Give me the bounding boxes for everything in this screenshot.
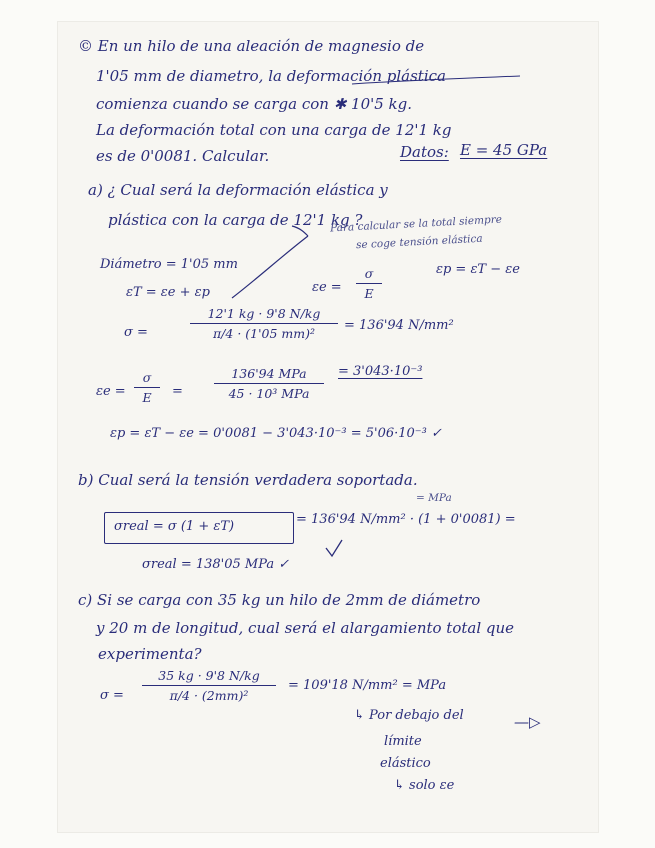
- c-sigma-fraction: [142, 668, 276, 703]
- problem-line-5: es de 0'0081. Calcular.: [96, 147, 270, 165]
- note-below-4: ↳ solo ɛe: [394, 778, 455, 793]
- note-total-1: Para calcular se la total siempre: [329, 213, 503, 235]
- note-below-1: ↳ Por debajo del: [354, 708, 464, 723]
- ep-line: ɛp = ɛT − ɛe = 0'0081 − 3'043·10⁻³ = 5'06·10⁻³ ✓: [110, 426, 442, 441]
- problem-line-2: 1'05 mm de diametro, la deformación plástica: [96, 67, 446, 85]
- part-b-question: b) Cual será la tensión verdadera soportada.: [78, 471, 418, 489]
- part-a-question-2: plástica con la carga de 12'1 kg ?: [108, 211, 363, 229]
- part-a-question-1: a) ¿ Cual será la deformación elástica y: [88, 181, 388, 199]
- mpa-tag: = MPa: [416, 492, 452, 504]
- datos-label: Datos:: [400, 143, 449, 161]
- diameter-line: Diámetro = 1'05 mm: [100, 257, 238, 272]
- sigma-result: = 136'94 N/mm²: [344, 318, 454, 333]
- sigma-num: 12'1 kg · 9'8 N/kg: [190, 306, 338, 324]
- eq-elastic-fraction: [356, 266, 382, 301]
- part-c-question-3: experimenta?: [98, 645, 202, 663]
- sigma-lhs: σ =: [124, 325, 148, 340]
- ee-value-fraction: [214, 366, 324, 401]
- ee-fraction: [134, 370, 160, 405]
- problem-line-3: comienza cuando se carga con ✱ 10'5 kg.: [96, 95, 413, 113]
- note-below-3: elástico: [380, 756, 431, 771]
- real-stress-result: σreal = 138'05 MPa ✓: [142, 557, 290, 572]
- c-sigma-den: π/4 · (2mm)²: [169, 688, 249, 703]
- sigma-den: π/4 · (1'05 mm)²: [212, 326, 316, 341]
- problem-line-4: La deformación total con una carga de 12'1 kg: [96, 121, 452, 139]
- note-total-2: se coge tensión elástica: [355, 232, 483, 252]
- eq-elastic-lhs: ɛe =: [312, 280, 342, 295]
- ee-equals: =: [172, 384, 183, 399]
- datos-value: E = 45 GPa: [460, 141, 548, 159]
- ee-frac-num: σ: [134, 370, 160, 388]
- c-sigma-lhs: σ =: [100, 688, 124, 703]
- ee-den: 45 · 10³ MPa: [228, 386, 310, 401]
- eq-elastic-num: σ: [356, 266, 382, 284]
- arrow-right: —▷: [514, 713, 541, 731]
- note-below-2: límite: [384, 734, 422, 749]
- eq-plastic-strain: ɛp = ɛT − ɛe: [436, 262, 520, 277]
- ee-lhs: ɛe =: [96, 384, 126, 399]
- c-sigma-result: = 109'18 N/mm² = MPa: [288, 678, 447, 693]
- problem-line-1: © En un hilo de una aleación de magnesio de: [78, 37, 425, 55]
- part-c-question-1: c) Si se carga con 35 kg un hilo de 2mm de diámetro: [78, 591, 481, 609]
- ee-result: = 3'043·10⁻³: [338, 364, 423, 379]
- real-stress-calc: = 136'94 N/mm² · (1 + 0'0081) =: [296, 512, 516, 527]
- boxed-formula: σreal = σ (1 + ɛT): [114, 519, 235, 534]
- part-c-question-2: y 20 m de longitud, cual será el alargamiento total que: [96, 619, 515, 637]
- c-sigma-num: 35 kg · 9'8 N/kg: [142, 668, 276, 686]
- sigma-fraction: [190, 306, 338, 341]
- eq-elastic-den: E: [364, 286, 374, 301]
- eq-total-strain: ɛT = ɛe + ɛp: [126, 285, 210, 300]
- ee-frac-den: E: [142, 390, 152, 405]
- ee-num: 136'94 MPa: [214, 366, 324, 384]
